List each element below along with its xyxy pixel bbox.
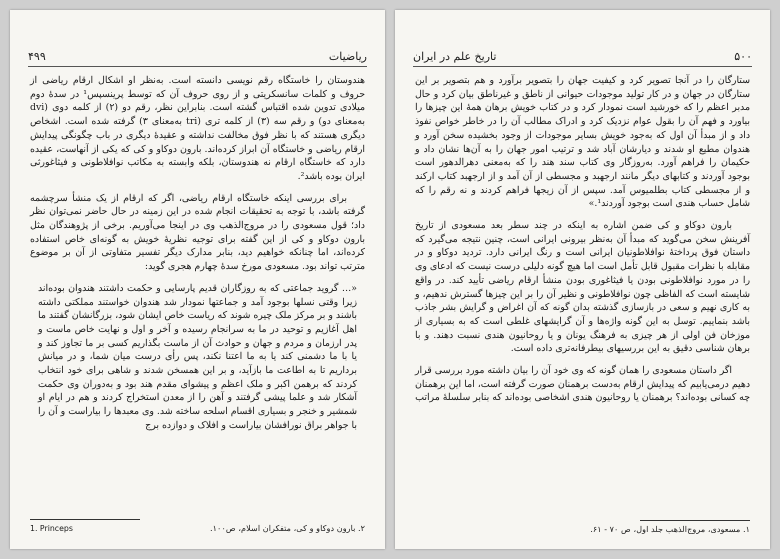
- page-header: [413, 50, 752, 67]
- paragraph: هندوستان را خاستگاه رقم نویسی دانسته است. به‌نظر او اشکال ارقام ریاضی از حروف و کلمات سانسکریتی و از روی حروف آن که توسط پرینسپس¹ در سدهٔ دوم میلادی تدوین شده اقتباس گشته است. بنابراین نظر، رقم دو (۲) از کلمه دوی (dvi به‌معنای دو) و رقم سه (۳) از کلمه تری (tri به‌معنای ۳) گرفته شده است. اشخاص دیگری هستند که با نظر فوق مخالفت نداشته و عقیدهٔ دیگری در باب چگونگی پیدایش ارقام ریاضی و خاستگاه آن ابراز کرده‌اند. بارون دوکاو و کی که یکی از آنهاست، عقیده دارد که خاستگاه ارقام نه هندوستان، بلکه وابسته به مکاتب نوافلاطونی و فیثاغورثی ایران بوده باشد².: [30, 75, 365, 182]
- right-page: [395, 10, 770, 549]
- running-title: تاریخ علم در ایران: [413, 50, 497, 63]
- footnote: ۲. بارون دوکاو و کی، متفکران اسلام، ص۱۰۰.: [210, 523, 365, 533]
- paragraph: ستارگان را در آنجا تصویر کرد و کیفیت جهان را بتصویر برآورد و هم بتصویر بر این ستارگان در جهان و در کار تولید موجودات حیوانی از ناطق و غیرناطق بیان کرد و حال مدبر اعظم را که خورشید است نمودار کرد و در کتاب خویش برهان همهٔ این چیزها را بیاورد و فهم آن را بقول عوام نزدیک کرد و ادراک مطالب آن را در خاطر خواص نفوذ داد و از مبدأ آن اول که به‌جود خویش بسایر موجودات از وجود بخشیده سخن آورد و هندوان مطیع او شدند و دیارشان آباد شد و ترتیب امور جهان را به آن‌ها نشان داد و حکیمان را فراهم آورد. به‌روزگار وی کتاب سند هند را که به‌معنی دهرالدهور است بوجود آوردند و کتابهای دیگر مانند ارجهبد و مجسطی از آن آمد و از ارجهبد کتاب ارکند و از مجسطی کتاب بطلمیوس آمد. سپس از آن زیجها فراهم کردند و نه رقم را که شامل حساب هندی است بوجود آوردند¹.»: [415, 75, 750, 210]
- footnote: ۱. مسعودی، مروج‌الذهب جلد اول، ص ۷۰ - ۶۱.: [590, 524, 750, 534]
- block-quote: «… گروید جماعتی که به روزگاران قدیم پارسایی و حکمت داشتند هندوان بوده‌اند زیرا وقتی نسلها بوجود آمد و جماعتها نمودار شد هندوان خواستند مملکتی داشته باشند و بر مرکز ملک چیره شوند که ریاست خاص ایشان شود، بزرگانشان گفتند ما اهل آغازیم و توحید در ما به سرانجام رسیده و آخر و اول و نهایت خاص ماست و پدر ارزمان و مردم و جهان و حوادث آن از ماست بگذاریم کسی بر ما تجاوز کند و یا با ما دشمنی کند یا به ما اعتنا نکند، پس رأی درست میان شما، و در میانش برداریم تا به اطاعت ما بازآید، و بر این همسخن شدند و شاهی برای خود انتخاب کردند که برهمن اکبر و ملک اعظم و پیشوای مقدم هند بود و به‌دوران وی حکمت آشکار شد و علما پیشی گرفتند و آهن را از معدن استخراج کردند و هم در ایام او شمشیر و خنجر و بسیاری اقسام اسلحه ساخته شد. وی معبدها را بیاراست و آن را با جواهر براق نورافشان بیاراست و افلاک و دوازده برج: [38, 282, 357, 431]
- footnote: 1. Princeps: [30, 524, 73, 533]
- paragraph: برای بررسی اینکه خاستگاه ارقام ریاضی، اگر که ارقام از یک منشأ سرچشمه گرفته باشد، با توجه به تحقیقات انجام شده در این زمینه در حال حاضر نمی‌توان نظر داد؛ قول مسعودی را در مروج‌الذهب وی در اینجا می‌آوریم. برخی از پژوهندگان مثل بارون دوکاو و کی از این گفته برای توجیه نظریهٔ خویش به گونه‌ای خاص استفاده کرده‌اند، اما چنانکه خواهیم دید، بنابر مدارک دیگر تفسیر متفاوتی از آن بر موضوع مترتب تواند بود. مسعودی مورخ سدهٔ چهارم هجری گوید:: [30, 192, 365, 273]
- footnote-rule: [640, 520, 750, 521]
- page-header: [28, 50, 367, 67]
- page-body: [415, 74, 750, 413]
- footnotes: [30, 519, 365, 535]
- running-title: ریاضیات: [328, 50, 367, 63]
- page-number: ۵۰۰: [734, 50, 752, 63]
- page-body: [30, 74, 365, 441]
- page-number: ۴۹۹: [28, 50, 46, 63]
- paragraph: اگر داستان مسعودی را همان گونه که وی خود آن را بیان داشته مورد بررسی قرار دهیم درمی‌یابیم که پیدایش ارقام به‌دست برهمنان صورت گرفته است، اما این برهمنان چه کسانی بوده‌اند؟ برهمنان یا روحانیون هندی اشخاصی بوده‌اند که بنابر سلسلهٔ مراتب: [415, 365, 750, 404]
- paragraph: بارون دوکاو و کی ضمن اشاره به اینکه در چند سطر بعد مسعودی از تاریخ آفرینش سخن می‌گوید که مبدأ آن به‌نظر بیرونی ایرانی است، چنین نتیجه می‌گیرد که داستان فوق پرداختهٔ نوافلاطونیان ایرانی است و رنگ ایرانی دارد. تردید دوکاو و در مقابله با نظرات مقبول قابل تأمل است اما هیچ گونه دلیلی درست نیست که ادعای وی را در مورد نوافلاطونی بودن یا فیثاغوری بودن منشأ ارقام ریاضی تأیید کند. در واقع شایسته است که الفاظی چون نوافلاطونی و نظیر آن را بر این چیزها گسترش ندهیم، و به کاری نهیم و سعی در بازسازی گذشته بدان گونه که آن اغراض و گرایش بشر جاذب باشد بنماییم. توسل به این گونه واژه‌ها و آن گرایشهای غلطی است که به بسیاری از موزخان فن اولی از هر چیزی به فرهنگ یونان و یا روحانیون هندی نسبت دهند. و با برهان شناسی دقیق به این بررسیهای بیطرفانه‌تری داده است.: [415, 220, 750, 355]
- left-page: [10, 10, 385, 549]
- footnotes: [415, 520, 750, 535]
- footnote-rule: [30, 519, 140, 520]
